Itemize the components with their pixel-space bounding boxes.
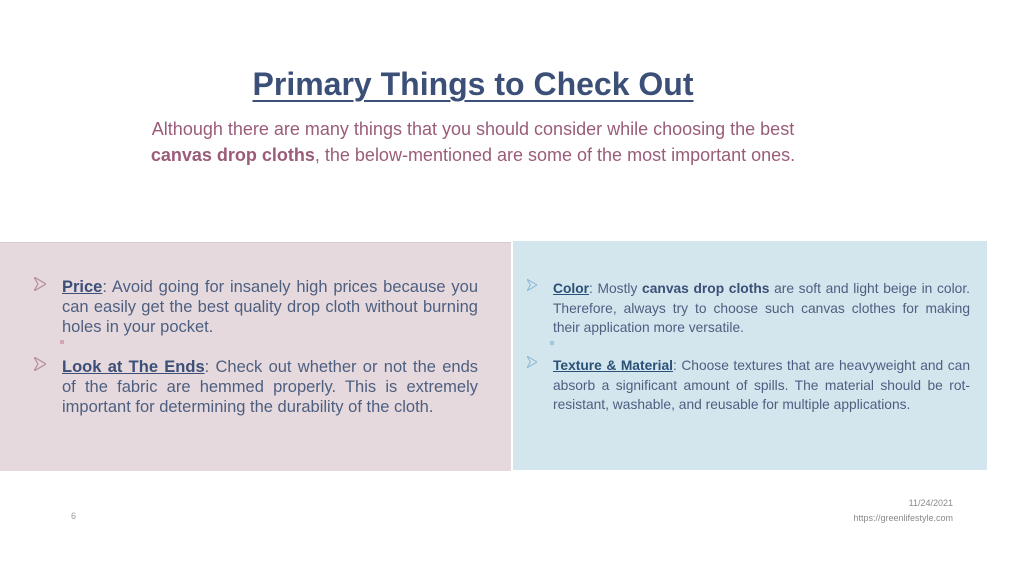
right-content-panel (513, 241, 987, 470)
square-bullet-icon (60, 340, 64, 344)
bullet-text-ends (62, 357, 478, 417)
arrowhead-bullet-icon (34, 357, 46, 371)
slide-title (0, 66, 946, 103)
left-content-panel (0, 242, 511, 471)
bullet-body-color-2: are soft and light beige in color. Therefore, always try to choose such canvas clothes for making their application more versatile. (553, 281, 970, 335)
footer-date: 11/24/2021 (908, 498, 953, 508)
bullet-item-texture (527, 356, 970, 415)
bullet-body-ends: : Check out whether or not the ends of the fabric are hemmed properly. This is extremely important for determining the durability of the cloth. (62, 358, 479, 416)
bullet-item-price (34, 277, 478, 337)
bullet-body-texture: : Choose textures that are heavyweight and can absorb a significant amount of spills. The material should be rot-resistant, washable, and reusable for multiple applications. (553, 358, 970, 412)
footer-url: https://greenlifestyle.com (853, 513, 953, 523)
bullet-text-color (553, 279, 970, 338)
bullet-body-color-1: : Mostly (589, 281, 643, 296)
bullet-key-texture: Texture & Material (553, 358, 673, 373)
square-bullet-icon (550, 341, 554, 345)
arrowhead-bullet-icon (34, 277, 46, 291)
intro-text-2: , the below-mentioned are some of the most important ones. (314, 145, 796, 165)
bullet-text-price (62, 277, 478, 337)
bullet-bold-color: canvas drop cloths (642, 281, 770, 296)
footer-info (853, 496, 953, 526)
bullet-text-texture (553, 356, 970, 415)
bullet-key-price: Price (62, 278, 103, 296)
bullet-item-ends (34, 357, 478, 417)
arrowhead-bullet-icon (527, 279, 537, 291)
slide-title-text: Primary Things to Check Out (252, 66, 694, 102)
bullet-item-color (527, 279, 970, 338)
bullet-key-ends: Look at The Ends (62, 358, 205, 376)
bullet-body-price: : Avoid going for insanely high prices because you can easily get the best quality drop cloth without burning holes in your pocket. (62, 278, 478, 336)
intro-paragraph (80, 116, 866, 168)
intro-text-1: Although there are many things that you should consider while choosing the best (151, 119, 795, 139)
arrowhead-bullet-icon (527, 356, 537, 368)
intro-bold-term: canvas drop cloths (150, 145, 315, 165)
page-number: 6 (71, 511, 77, 521)
bullet-key-color: Color (553, 281, 590, 296)
